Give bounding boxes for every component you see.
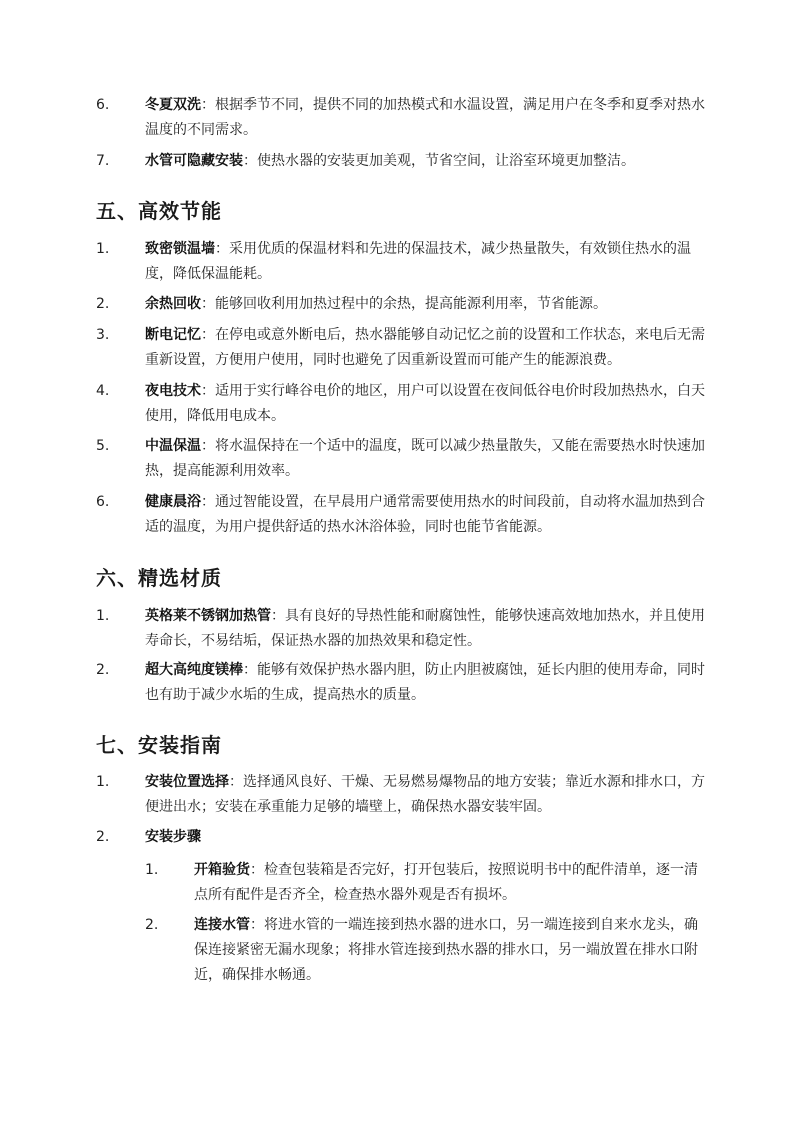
item-number: 6. — [96, 97, 110, 113]
item-number: 1. — [145, 862, 159, 878]
item-text — [145, 434, 705, 484]
item-text — [145, 292, 705, 317]
item-term: 英格莱不锈钢加热管 — [145, 608, 271, 624]
item-number: 5. — [96, 438, 110, 454]
item-number: 2. — [96, 829, 110, 845]
item-text — [194, 858, 705, 908]
item-term: 余热回收 — [145, 296, 201, 312]
item-number: 1. — [96, 774, 110, 790]
item-text — [145, 379, 705, 429]
item-term: 冬夏双洗 — [145, 97, 201, 113]
item-term: 安装位置选择 — [145, 774, 229, 790]
section-heading: 五、高效节能 — [96, 199, 222, 223]
item-number: 1. — [96, 608, 110, 624]
item-text — [145, 770, 705, 820]
item-description: ：根据季节不同，提供不同的加热模式和水温设置，满足用户在冬季和夏季对热水温度的不同需求。 — [145, 97, 705, 138]
item-text — [145, 490, 705, 540]
item-text — [145, 604, 705, 654]
item-description: ：检查包装箱是否完好，打开包装后，按照说明书中的配件清单，逐一清点所有配件是否齐全，检查热水器外观是否有损坏。 — [194, 862, 698, 903]
item-text — [145, 825, 705, 850]
item-text — [194, 913, 705, 988]
item-term: 安装步骤 — [145, 829, 201, 845]
item-description: ：具有良好的导热性能和耐腐蚀性，能够快速高效地加热水，并且使用寿命长，不易结垢，保证热水器的加热效果和稳定性。 — [145, 608, 705, 649]
item-description: ：将水温保持在一个适中的温度，既可以减少热量散失，又能在需要热水时快速加热，提高能源利用效率。 — [145, 438, 705, 479]
item-term: 水管可隐藏安装 — [145, 153, 243, 169]
item-text — [145, 149, 705, 174]
item-number: 2. — [96, 296, 110, 312]
item-description: ：使热水器的安装更加美观，节省空间，让浴室环境更加整洁。 — [243, 153, 635, 169]
item-term: 中温保温 — [145, 438, 201, 454]
item-text — [145, 323, 705, 373]
item-description: ：通过智能设置，在早晨用户通常需要使用热水的时间段前，自动将水温加热到合适的温度，为用户提供舒适的热水沐浴体验，同时也能节省能源。 — [145, 494, 705, 535]
item-term: 开箱验货 — [194, 862, 250, 878]
item-number: 3. — [96, 327, 110, 343]
item-number: 7. — [96, 153, 110, 169]
item-term: 超大高纯度镁棒 — [145, 662, 243, 678]
section-heading: 六、精选材质 — [96, 566, 222, 590]
item-description: ：适用于实行峰谷电价的地区，用户可以设置在夜间低谷电价时段加热热水，白天使用，降低用电成本。 — [145, 383, 705, 424]
item-term: 断电记忆 — [145, 327, 201, 343]
item-number: 4. — [96, 383, 110, 399]
item-number: 6. — [96, 494, 110, 510]
item-description: ：能够回收利用加热过程中的余热，提高能源利用率，节省能源。 — [201, 296, 607, 312]
item-description: ：能够有效保护热水器内胆，防止内胆被腐蚀，延长内胆的使用寿命，同时也有助于减少水垢的生成，提高热水的质量。 — [145, 662, 705, 703]
section-heading: 七、安装指南 — [96, 733, 222, 757]
item-number: 2. — [145, 917, 159, 933]
item-text — [145, 93, 705, 143]
item-term: 致密锁温墙 — [145, 241, 215, 257]
item-description: ：将进水管的一端连接到热水器的进水口，另一端连接到自来水龙头，确保连接紧密无漏水现象；将排水管连接到热水器的排水口，另一端放置在排水口附近，确保排水畅通。 — [194, 917, 698, 983]
item-number: 2. — [96, 662, 110, 678]
item-term: 连接水管 — [194, 917, 250, 933]
item-description: ：选择通风良好、干燥、无易燃易爆物品的地方安装；靠近水源和排水口，方便进出水；安装在承重能力足够的墙壁上，确保热水器安装牢固。 — [145, 774, 705, 815]
item-description: ：采用优质的保温材料和先进的保温技术，减少热量散失，有效锁住热水的温度，降低保温能耗。 — [145, 241, 691, 282]
item-term: 夜电技术 — [145, 383, 201, 399]
item-term: 健康晨浴 — [145, 494, 201, 510]
item-number: 1. — [96, 241, 110, 257]
item-text — [145, 237, 705, 287]
item-text — [145, 658, 705, 708]
item-description: ：在停电或意外断电后，热水器能够自动记忆之前的设置和工作状态，来电后无需重新设置，方便用户使用，同时也避免了因重新设置而可能产生的能源浪费。 — [145, 327, 705, 368]
